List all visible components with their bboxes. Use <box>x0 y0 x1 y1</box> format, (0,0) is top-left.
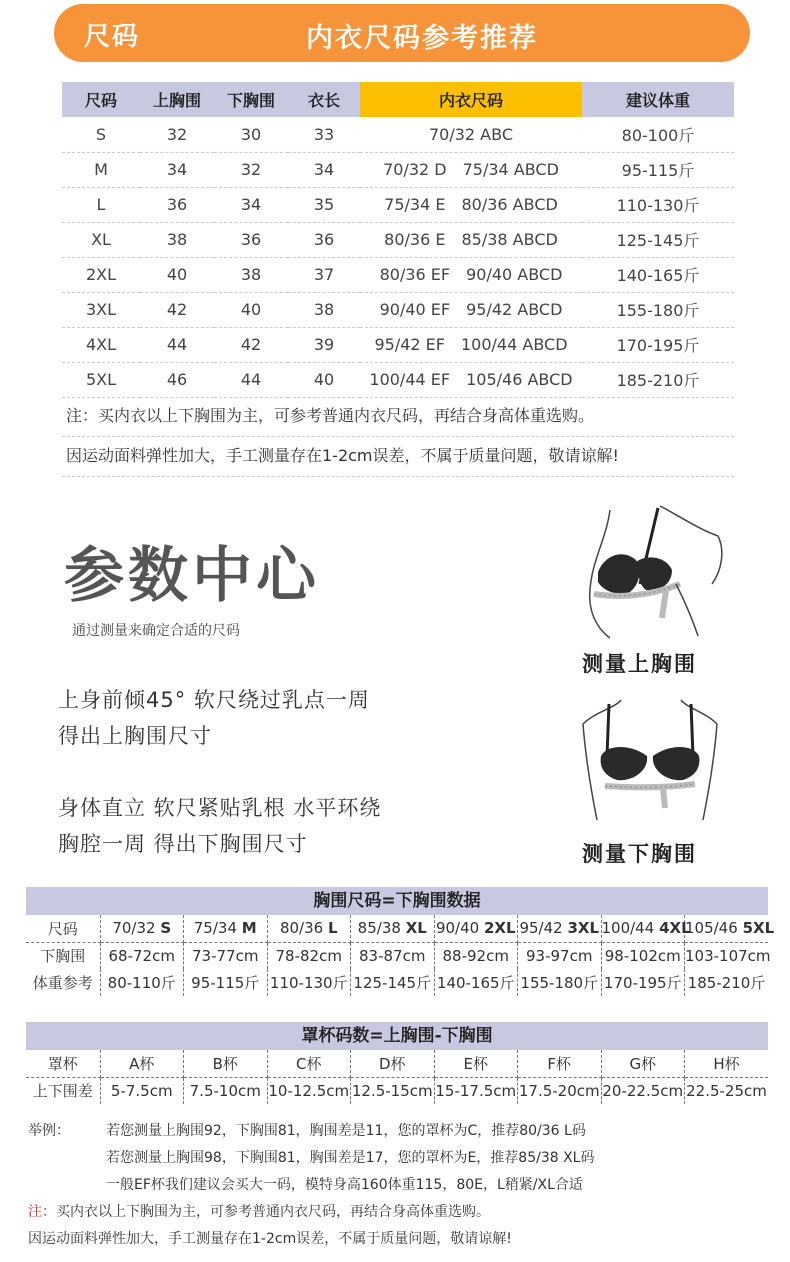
table-row <box>62 257 734 292</box>
cell-weight: 95-115斤 <box>582 152 734 187</box>
cell-bra-size <box>360 187 582 222</box>
cell-lower: 38 <box>214 257 288 292</box>
cell-lower: 44 <box>214 362 288 397</box>
grid1-row-label: 下胸围 <box>26 942 100 969</box>
note-line-1: 买内衣以上下胸围为主，可参考普通内衣尺码，再结合身高体重选购。 <box>56 1204 490 1220</box>
cup-size-grid <box>26 1050 768 1104</box>
grid1-weight-cell: 155-180斤 <box>518 969 602 996</box>
param-title: 参数中心 <box>64 541 320 611</box>
grid1-size-num: 100/44 <box>601 919 655 938</box>
grid1-weight-cell: 125-145斤 <box>351 969 435 996</box>
grid1-weight-cell: 170-195斤 <box>601 969 685 996</box>
grid1-lower-row <box>26 942 768 969</box>
example-3 <box>28 1174 583 1194</box>
cell-size: 2XL <box>62 257 140 292</box>
example-line-2: 若您测量上胸围98，下胸围81，胸围差是17，您的罩杯为E，推荐85/38 XL码 <box>106 1150 595 1166</box>
cell-upper: 46 <box>140 362 214 397</box>
bottom-note-2: 因运动面料弹性加大，手工测量存在1-2cm误差，不属于质量问题，敬请谅解! <box>28 1231 512 1247</box>
size-table-header <box>62 82 734 117</box>
cell-length: 38 <box>288 292 360 327</box>
grid1-lower-cell: 88-92cm <box>434 942 518 969</box>
grid1-size-letter: 5XL <box>742 919 775 938</box>
grid1-weight-row <box>26 969 768 996</box>
bust-size-grid <box>26 915 775 996</box>
bra-size-value: 105/46 ABCD <box>466 370 573 389</box>
grid1-size-cell <box>267 915 351 942</box>
grid1-size-cell <box>601 915 691 942</box>
grid1-size-num: 105/46 <box>685 919 738 938</box>
grid1-lower-cell: 83-87cm <box>351 942 435 969</box>
cell-upper: 34 <box>140 152 214 187</box>
grid1-title: 胸围尺码=下胸围数据 <box>26 887 768 915</box>
cell-upper: 32 <box>140 117 214 152</box>
grid1-size-cell <box>685 915 775 942</box>
table-row <box>62 292 734 327</box>
grid1-weight-cell: 140-165斤 <box>434 969 518 996</box>
table-row <box>62 187 734 222</box>
cell-weight: 170-195斤 <box>582 327 734 362</box>
cell-length: 37 <box>288 257 360 292</box>
cell-lower: 34 <box>214 187 288 222</box>
cell-weight: 110-130斤 <box>582 187 734 222</box>
cell-bra-size <box>360 257 582 292</box>
grid1-size-letter: XL <box>405 919 427 938</box>
grid1-size-num: 80/36 <box>279 919 324 938</box>
grid1-size-cell <box>434 915 518 942</box>
cell-upper: 38 <box>140 222 214 257</box>
bra-size-value: 95/42 ABCD <box>466 300 563 319</box>
cell-weight: 80-100斤 <box>582 117 734 152</box>
col-weight: 建议体重 <box>582 82 734 117</box>
grid2-cup-cell: E杯 <box>434 1050 518 1077</box>
col-size: 尺码 <box>62 82 140 117</box>
grid1-weight-cell: 80-110斤 <box>100 969 184 996</box>
grid2-row-label: 罩杯 <box>26 1050 100 1077</box>
grid2-cup-cell: C杯 <box>267 1050 351 1077</box>
size-table <box>62 82 734 398</box>
bra-size-value: 85/38 ABCD <box>461 230 558 249</box>
cell-weight: 185-210斤 <box>582 362 734 397</box>
grid2-diff-cell: 20-22.5cm <box>601 1077 685 1104</box>
bra-size-value: 70/32 ABC <box>428 124 513 144</box>
grid2-diff-cell: 10-12.5cm <box>267 1077 351 1104</box>
cell-lower: 36 <box>214 222 288 257</box>
grid2-title: 罩杯码数=上胸围-下胸围 <box>26 1022 768 1050</box>
grid1-lower-cell: 93-97cm <box>518 942 602 969</box>
grid1-size-cell <box>351 915 435 942</box>
grid1-weight-cell: 110-130斤 <box>267 969 351 996</box>
grid1-weight-cell: 95-115斤 <box>184 969 268 996</box>
bra-size-value: 100/44 EF <box>369 370 451 389</box>
cell-size: M <box>62 152 140 187</box>
cell-size: L <box>62 187 140 222</box>
upper-bust-label: 测量上胸围 <box>582 652 697 676</box>
instr-upper-2: 得出上胸围尺寸 <box>58 724 212 748</box>
banner-title: 内衣尺码参考推荐 <box>306 23 538 54</box>
cell-upper: 36 <box>140 187 214 222</box>
bra-size-value: 75/34 ABCD <box>462 160 559 179</box>
table-row <box>62 327 734 362</box>
bra-size-value: 100/44 ABCD <box>461 335 568 354</box>
table-row <box>62 152 734 187</box>
cell-weight: 155-180斤 <box>582 292 734 327</box>
lower-bust-figure <box>575 690 725 825</box>
grid1-size-num: 75/34 <box>193 919 237 938</box>
grid2-cup-cell: G杯 <box>601 1050 685 1077</box>
bottom-note-1 <box>28 1201 490 1221</box>
grid1-weight-cell: 185-210斤 <box>687 974 766 992</box>
grid2-diff-cell: 17.5-20cm <box>518 1077 602 1104</box>
grid1-size-cell <box>518 915 602 942</box>
grid1-size-letter: 4XL <box>659 919 691 938</box>
grid2-diff-cell: 5-7.5cm <box>100 1077 184 1104</box>
grid1-size-num: 70/32 <box>112 919 156 938</box>
cell-bra-size <box>360 222 582 257</box>
header-banner <box>54 4 750 62</box>
grid1-lower-cell: 98-102cm <box>601 942 685 969</box>
cell-size: 5XL <box>62 362 140 397</box>
cell-size: XL <box>62 222 140 257</box>
note-label: 注： <box>28 1204 56 1220</box>
cell-size: 3XL <box>62 292 140 327</box>
cell-lower: 42 <box>214 327 288 362</box>
example-line-1: 若您测量上胸围92，下胸围81，胸围差是11，您的罩杯为C，推荐80/36 L码 <box>106 1123 586 1139</box>
col-lower: 下胸围 <box>214 82 288 117</box>
grid1-size-letter: M <box>241 919 257 938</box>
instr-lower-2: 胸腔一周 得出下胸围尺寸 <box>58 832 308 856</box>
grid2-diff-cell: 12.5-15cm <box>351 1077 435 1104</box>
grid2-diff-row <box>26 1077 768 1104</box>
grid1-size-cell <box>184 915 268 942</box>
example-2 <box>28 1147 594 1167</box>
grid2-diff-cell: 7.5-10cm <box>184 1077 268 1104</box>
grid1-size-num: 85/38 <box>357 919 401 938</box>
bra-size-value: 95/42 EF <box>374 335 445 354</box>
grid1-size-cell <box>100 915 184 942</box>
banner-size-label: 尺码 <box>84 22 141 52</box>
col-upper: 上胸围 <box>140 82 214 117</box>
cell-length: 36 <box>288 222 360 257</box>
cell-bra-size <box>360 117 582 152</box>
grid1-row-label: 体重参考 <box>26 969 100 996</box>
grid1-size-letter: 3XL <box>567 919 600 938</box>
bra-size-value: 75/34 E <box>384 195 446 214</box>
grid1-lower-cell: 68-72cm <box>100 942 184 969</box>
cell-upper: 42 <box>140 292 214 327</box>
bra-size-value: 90/40 ABCD <box>466 265 563 284</box>
grid2-row-label: 上下围差 <box>26 1077 100 1104</box>
cell-bra-size <box>360 152 582 187</box>
grid2-cup-cell: B杯 <box>184 1050 268 1077</box>
cell-length: 33 <box>288 117 360 152</box>
bra-size-value: 80/36 ABCD <box>461 195 558 214</box>
cell-length: 35 <box>288 187 360 222</box>
cell-lower: 32 <box>214 152 288 187</box>
cell-bra-size <box>360 362 582 397</box>
cell-lower: 40 <box>214 292 288 327</box>
cell-upper: 44 <box>140 327 214 362</box>
cell-lower: 30 <box>214 117 288 152</box>
upper-bust-figure <box>580 500 730 640</box>
cell-weight: 140-165斤 <box>582 257 734 292</box>
grid1-size-row <box>26 915 768 942</box>
param-subtitle: 通过测量来确定合适的尺码 <box>72 623 240 639</box>
grid1-size-num: 95/42 <box>519 919 563 938</box>
cell-weight: 125-145斤 <box>582 222 734 257</box>
table-row <box>62 117 734 152</box>
example-1 <box>28 1120 586 1140</box>
bra-size-value: 80/36 EF <box>379 265 451 284</box>
bra-size-value: 80/36 E <box>384 230 446 249</box>
example-line-3: 一般EF杯我们建议会买大一码，模特身高160体重115，80E，L稍紧/XL合适 <box>106 1177 583 1193</box>
grid2-diff-cell: 15-17.5cm <box>434 1077 518 1104</box>
instr-lower-1: 身体直立 软尺紧贴乳根 水平环绕 <box>58 796 382 820</box>
cell-bra-size <box>360 292 582 327</box>
grid1-lower-cell: 78-82cm <box>267 942 351 969</box>
grid1-size-letter: L <box>327 919 338 938</box>
grid2-cup-row <box>26 1050 768 1077</box>
cell-size: S <box>62 117 140 152</box>
grid1-row-label: 尺码 <box>26 915 100 942</box>
cell-upper: 40 <box>140 257 214 292</box>
grid2-diff-cell: 22.5-25cm <box>686 1081 767 1100</box>
cell-length: 39 <box>288 327 360 362</box>
grid2-cup-cell: F杯 <box>518 1050 602 1077</box>
grid1-lower-cell: 73-77cm <box>184 942 268 969</box>
grid1-size-letter: S <box>160 919 172 938</box>
bra-size-value: 90/40 EF <box>379 300 451 319</box>
cell-length: 40 <box>288 362 360 397</box>
grid2-cup-cell: D杯 <box>351 1050 435 1077</box>
grid1-lower-cell: 103-107cm <box>685 946 771 965</box>
example-label: 举例： <box>28 1123 70 1139</box>
lower-bust-label: 测量下胸围 <box>582 842 697 866</box>
cell-bra-size <box>360 327 582 362</box>
instr-upper-1: 上身前倾45° 软尺绕过乳点一周 <box>58 688 370 712</box>
col-bra-size: 内衣尺码 <box>360 82 582 117</box>
size-note-1: 注：买内衣以上下胸围为主，可参考普通内衣尺码，再结合身高体重选购。 <box>62 397 734 437</box>
size-note-2: 因运动面料弹性加大，手工测量存在1-2cm误差，不属于质量问题，敬请谅解! <box>62 437 734 477</box>
grid1-size-letter: 2XL <box>483 919 516 938</box>
col-length: 衣长 <box>288 82 360 117</box>
grid2-cup-cell: H杯 <box>685 1050 769 1077</box>
grid2-cup-cell: A杯 <box>100 1050 184 1077</box>
cell-size: 4XL <box>62 327 140 362</box>
bra-size-value: 70/32 D <box>383 160 447 179</box>
grid1-size-num: 90/40 <box>435 919 480 938</box>
table-row <box>62 362 734 397</box>
cell-length: 34 <box>288 152 360 187</box>
table-row <box>62 222 734 257</box>
